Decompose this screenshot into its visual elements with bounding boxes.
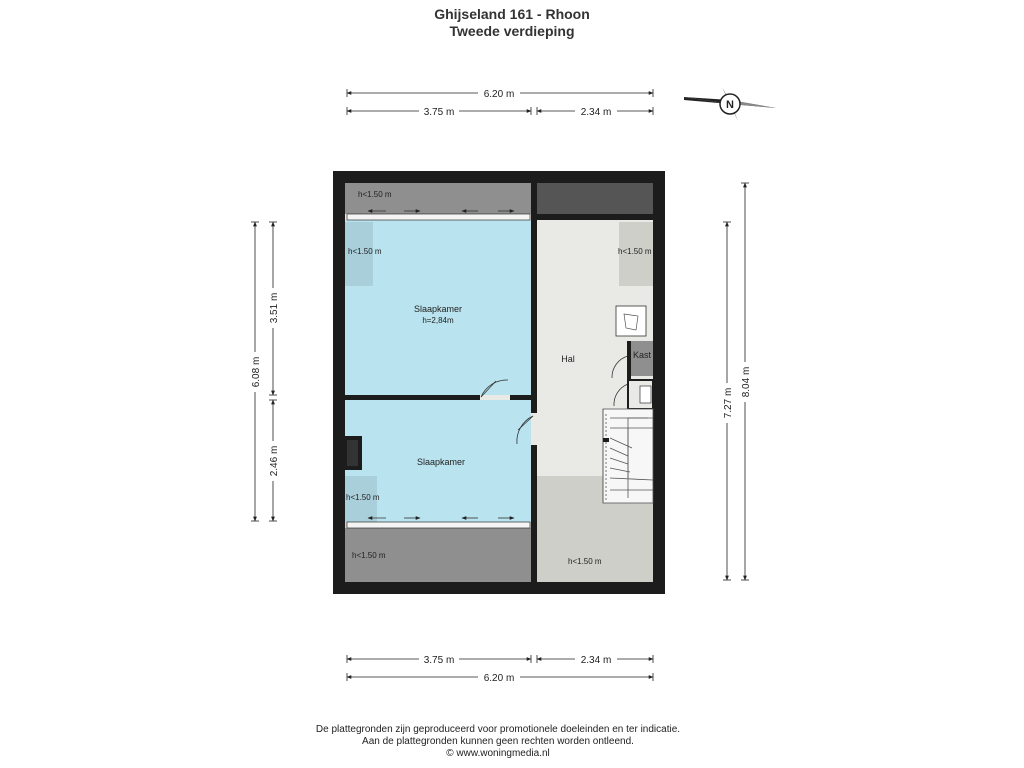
low-ceiling-label-bedroom-2: h<1.50 m	[346, 493, 380, 502]
compass-north-label: N	[726, 99, 734, 111]
dim-bottom-total: 6.20 m	[483, 673, 515, 684]
room-height-bedroom-1: h=2,84m	[422, 316, 454, 325]
dim-top-left: 3.75 m	[423, 107, 455, 118]
dim-left-lower: 2.46 m	[269, 445, 280, 477]
staircase	[603, 409, 653, 503]
low-ceiling-label-bedroom-1: h<1.50 m	[348, 247, 382, 256]
low-ceiling-label-hall-bottom: h<1.50 m	[568, 557, 602, 566]
water-heater-icon	[616, 306, 646, 336]
dim-left-total: 6.08 m	[251, 356, 262, 388]
disclaimer-line-2: Aan de plattegronden kunnen geen rechten worden ontleend.	[362, 736, 634, 747]
dim-top-right: 2.34 m	[580, 107, 612, 118]
floor-subtitle: Tweede verdieping	[449, 23, 575, 39]
low-ceiling-label-hall-top: h<1.50 m	[618, 247, 652, 256]
interior-wall-vertical	[531, 183, 537, 582]
dim-bottom-right: 2.34 m	[580, 655, 612, 666]
low-ceiling-label-top-strip: h<1.50 m	[358, 190, 392, 199]
disclaimer-line-1: De plattegronden zijn geproduceerd voor promotionele doeleinden en ter indicatie.	[315, 724, 681, 735]
dim-left-upper: 3.51 m	[269, 292, 280, 324]
dim-right-outer: 8.04 m	[741, 366, 752, 398]
room-label-bedroom-1: Slaapkamer	[413, 304, 463, 314]
dim-right-inner: 7.27 m	[723, 387, 734, 419]
copyright-link[interactable]: © www.woningmedia.nl	[446, 748, 550, 759]
room-label-bedroom-2: Slaapkamer	[416, 457, 466, 467]
room-label-hall: Hal	[561, 354, 575, 364]
room-label-closet: Kast	[632, 350, 652, 360]
compass-icon	[684, 87, 776, 121]
low-ceiling-top-right	[537, 183, 653, 214]
plan-title: Ghijseland 161 - Rhoon	[434, 6, 590, 22]
low-ceiling-label-bottom-strip: h<1.50 m	[352, 551, 386, 560]
dim-top-total: 6.20 m	[483, 89, 515, 100]
dim-bottom-left: 3.75 m	[423, 655, 455, 666]
